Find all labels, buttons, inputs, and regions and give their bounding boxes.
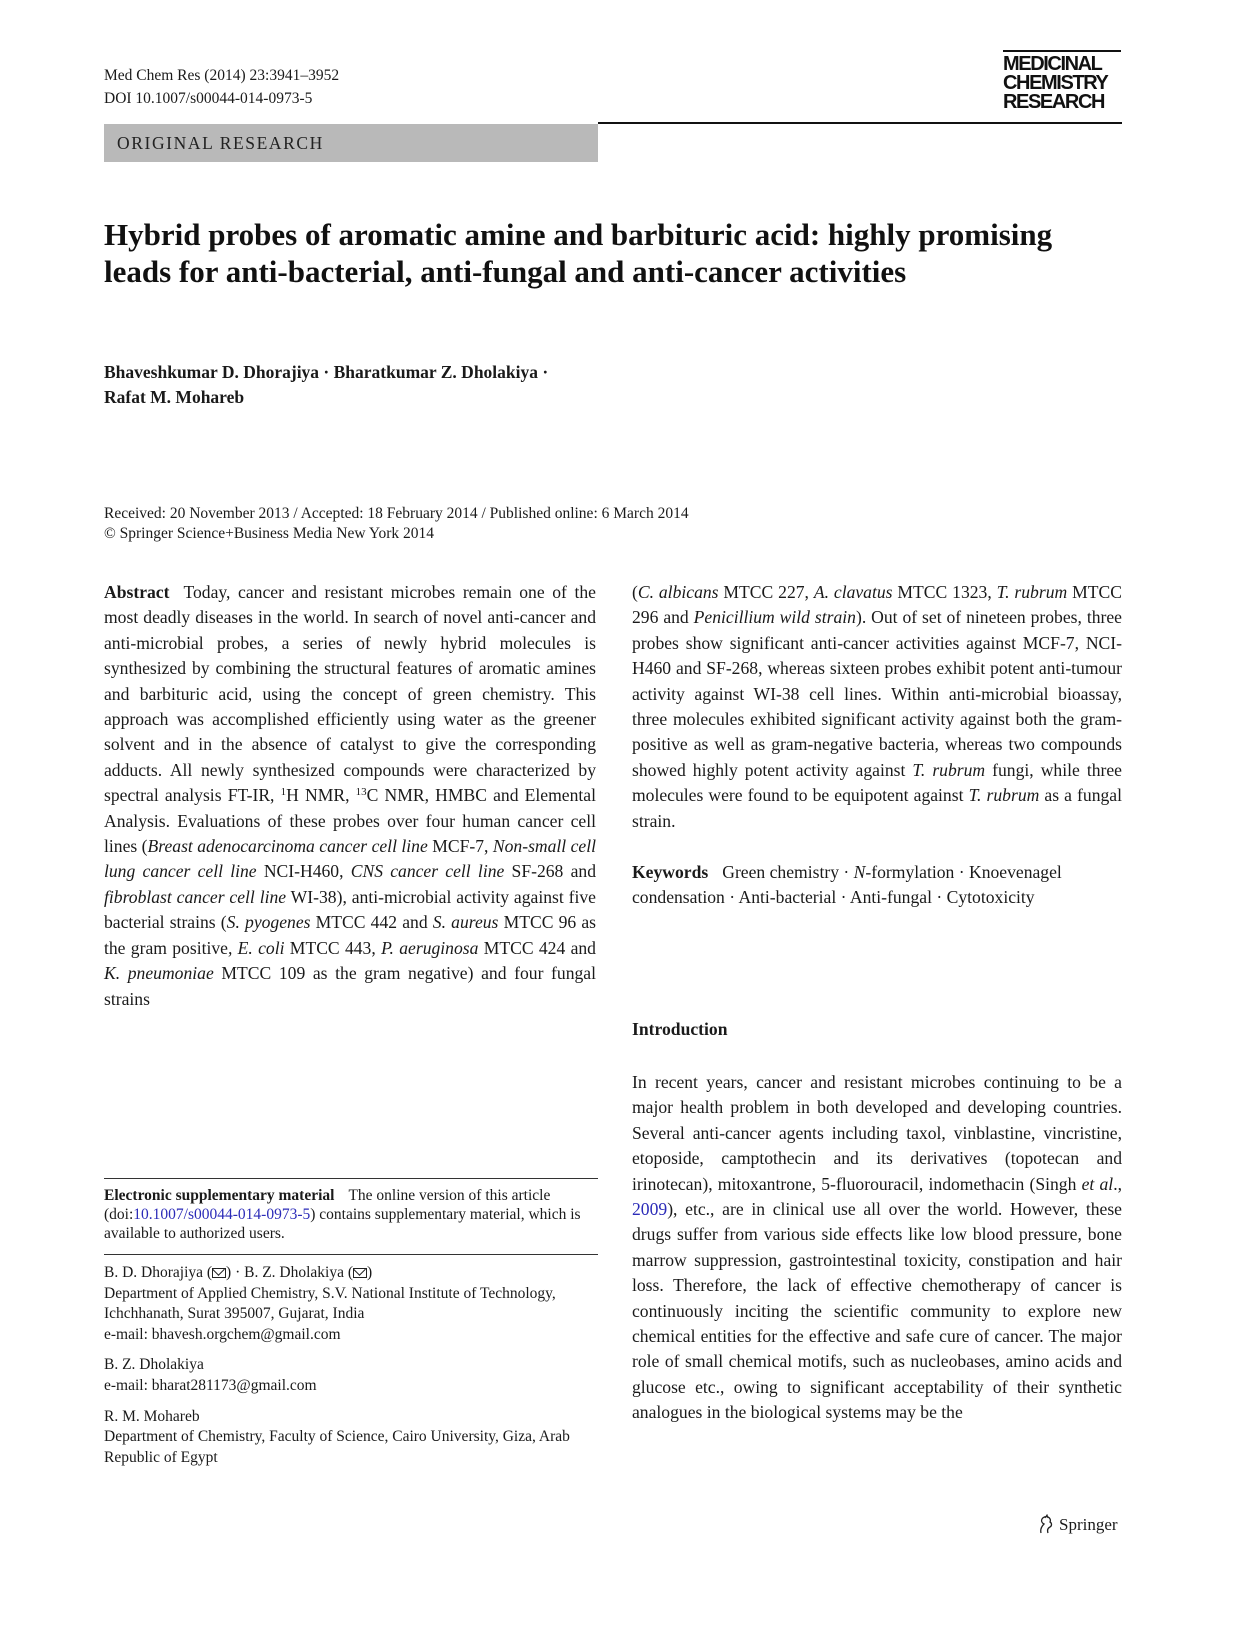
section-banner: ORIGINAL RESEARCH	[104, 124, 598, 162]
affiliation-1-department: Department of Applied Chemistry, S.V. National Institute of Technology, Ichchhanath, Surat 395007, Gujarat, India	[104, 1284, 556, 1323]
affiliation-2-email: e-mail: bharat281173@gmail.com	[104, 1376, 317, 1394]
springer-horse-icon	[1037, 1514, 1054, 1535]
supplementary-label: Electronic supplementary material	[104, 1187, 335, 1204]
email-envelope-icon[interactable]	[212, 1268, 226, 1278]
abstract-text: Today, cancer and resistant microbes remain one of the most deadly diseases in the world. In search of novel anti-cancer and anti-microbial probes, a series of newly hybrid molecules is synthesized by combining the structural features of aromatic amines and barbituric acid, using the concept of green chemistry. This approach was accomplished efficiently using water as the greener solvent and in the absence of catalyst to give the corresponding adducts. All newly synthesized compounds were characterized by spectral analysis FT-IR,	[104, 582, 596, 806]
affiliation-1-names	[104, 1263, 598, 1284]
introduction-text	[632, 1070, 1122, 1426]
abstract-text: C NMR, HMBC and Elemental Analysis. Evaluations of these probes over four human cancer cell lines (	[104, 785, 596, 857]
author-name: ) · B. Z. Dholakiya (	[226, 1264, 354, 1281]
abstract-text: WI-38), anti-microbial activity against five bacterial strains (	[104, 886, 596, 933]
superscript: 1	[280, 786, 287, 799]
abstract-text: ). Out of set of nineteen probes, three probes show significant anti-cancer activities against MCF-7, NCI-H460 and SF-268, whereas sixteen probes exhibit potent anti-tumour activity against WI-38 cell lines. Within anti-microbial bioassay, three molecules exhibited significant activity against both the gram-positive as well as gram-negative bacteria, whereas two compounds showed highly potent activity against	[632, 607, 1122, 780]
publication-dates	[104, 504, 689, 544]
italic-term: Non-small cell lung cancer cell line	[104, 836, 597, 882]
italic-term: S. pyogenes	[226, 912, 311, 933]
keyword-text: Green chemistry ·	[722, 862, 854, 883]
abstract-text: MTCC 443,	[284, 937, 382, 958]
supplementary-note	[104, 1186, 598, 1243]
abstract-text: as a fungal strain.	[632, 785, 1122, 831]
abstract-text: MTCC 1323,	[892, 582, 997, 602]
section-heading-introduction: Introduction	[632, 1019, 728, 1039]
italic-term: A. clavatus	[813, 582, 893, 602]
italic-term: S. aureus	[432, 912, 499, 933]
italic-term: C. albicans	[637, 582, 719, 602]
abstract-text: MTCC 442 and	[310, 912, 433, 933]
history-dates: Received: 20 November 2013 / Accepted: 18 February 2014 / Published online: 6 March 2014	[104, 505, 689, 522]
abstract-text: MTCC 296 and	[632, 582, 1122, 628]
superscript: 13	[355, 786, 367, 799]
affiliation-1	[104, 1263, 598, 1345]
brand-rule	[1003, 50, 1121, 52]
abstract-paragraph	[104, 580, 596, 1012]
affiliation-1-email: e-mail: bhavesh.orgchem@gmail.com	[104, 1325, 341, 1343]
italic-term: K. pneumoniae	[104, 963, 214, 984]
abstract-text: H NMR,	[286, 785, 356, 806]
italic-term: P. aeruginosa	[381, 937, 479, 958]
italic-term: T. rubrum	[912, 759, 986, 780]
abstract-left-column	[104, 580, 596, 1012]
author-list	[104, 360, 744, 410]
publisher-mark	[1037, 1514, 1118, 1535]
italic-term: T. rubrum	[968, 785, 1040, 806]
citation-link[interactable]: 2009	[632, 1199, 668, 1220]
body-text: .,	[1113, 1173, 1122, 1194]
abstract-right-column	[632, 580, 1122, 911]
keyword-text: -formylation · Knoevenagel condensation · Anti-bacterial · Anti-fungal · Cytotoxicity	[632, 862, 1062, 908]
italic-term: N	[853, 862, 866, 883]
author-name: B. D. Dhorajiya (	[104, 1264, 213, 1281]
doi-link[interactable]: 10.1007/s00044-014-0973-5	[133, 1206, 311, 1223]
affiliation-2-name: B. Z. Dholakiya	[104, 1356, 204, 1374]
italic-term: T. rubrum	[996, 582, 1068, 602]
affiliations	[104, 1263, 598, 1478]
affiliation-3-department: Department of Chemistry, Faculty of Science, Cairo University, Giza, Arab Republic of Egypt	[104, 1428, 570, 1466]
abstract-text: MTCC 424 and	[478, 937, 596, 958]
abstract-text: MTCC 96 as the gram positive	[104, 912, 596, 958]
journal-logo	[1003, 55, 1143, 112]
footnote-rule	[104, 1178, 598, 1179]
publisher-name: Springer	[1059, 1514, 1118, 1534]
article-title: Hybrid probes of aromatic amine and barbituric acid: highly promising leads for anti-bacterial, anti-fungal and anti-cancer activities	[104, 217, 1053, 289]
introduction-paragraph	[632, 1070, 1122, 1426]
abstract-text: NCI-H460,	[256, 861, 351, 882]
keywords	[632, 860, 1122, 911]
header-rule	[598, 122, 1122, 124]
doi-line: DOI 10.1007/s00044-014-0973-5	[104, 90, 313, 107]
punctuation: )	[367, 1264, 373, 1281]
logo-line-2: CHEMISTRY	[1003, 72, 1108, 94]
authors-line-2: Rafat M. Mohareb	[104, 387, 245, 407]
abstract-text: SF-268 and	[504, 861, 596, 882]
italic-term: CNS cancer cell line	[350, 861, 505, 882]
affiliation-rule	[104, 1254, 598, 1255]
keywords-label: Keywords	[632, 862, 709, 883]
affiliation-3	[104, 1407, 598, 1469]
supplementary-text: ) contains supplementary material, which is available to authorized users.	[104, 1206, 581, 1242]
body-text: ), etc., are in clinical use all over the world. However, these drugs suffer from various side effects like low blood pressure, bone marrow suppression, gastrointestinal toxicity, constipation and hair loss. Therefore, the lack of effective chemotherapy of cancer is continuously inciting the scientific community to explore new chemical entities for the effective and safe cure of cancer. The major role of small chemical motifs, such as nucleobases, amino acids and glucose etc., owing to significant acceptability of their synthetic analogues in the biological systems may be the	[632, 1199, 1122, 1423]
italic-term: Penicillium wild strain	[693, 607, 856, 628]
abstract-continuation	[632, 580, 1122, 834]
supplementary-text: The online version of this article (doi:	[104, 1187, 551, 1223]
abstract-text: MTCC 227,	[718, 582, 814, 602]
italic-term: Breast adenocarcinoma cancer cell line	[147, 836, 428, 857]
italic-term: et al	[1081, 1173, 1114, 1194]
abstract-text: MCF-7,	[427, 836, 493, 857]
italic-term: fibroblast cancer cell line	[104, 886, 287, 907]
italic-term: , E. coli	[227, 937, 285, 958]
journal-citation	[104, 64, 339, 110]
citation-line: Med Chem Res (2014) 23:3941–3952	[104, 67, 340, 84]
email-envelope-icon[interactable]	[353, 1268, 367, 1278]
authors-line-1: Bhaveshkumar D. Dhorajiya · Bharatkumar Z. Dholakiya ·	[104, 362, 549, 382]
abstract-text: (	[632, 582, 638, 602]
logo-line-3: RESEARCH	[1003, 91, 1105, 113]
abstract-label: Abstract	[104, 582, 170, 602]
affiliation-3-name: R. M. Mohareb	[104, 1407, 200, 1425]
logo-line-1: MEDICINAL	[1003, 53, 1102, 75]
affiliation-2	[104, 1355, 598, 1396]
body-text: In recent years, cancer and resistant microbes continuing to be a major health problem in both developed and developing countries. Several anti-cancer agents including taxol, vinblastine, vincristine, etoposide, camptothecin and its derivatives (topotecan and irinotecan), mitoxantrone, 5-fluorouracil, indomethacin (Singh	[632, 1072, 1122, 1194]
abstract-text: fungi, while three molecules were found to be equipotent against	[632, 759, 1122, 806]
copyright: © Springer Science+Business Media New York 2014	[104, 525, 435, 542]
abstract-text: MTCC 109 as the gram negative) and four fungal strains	[104, 963, 596, 1009]
